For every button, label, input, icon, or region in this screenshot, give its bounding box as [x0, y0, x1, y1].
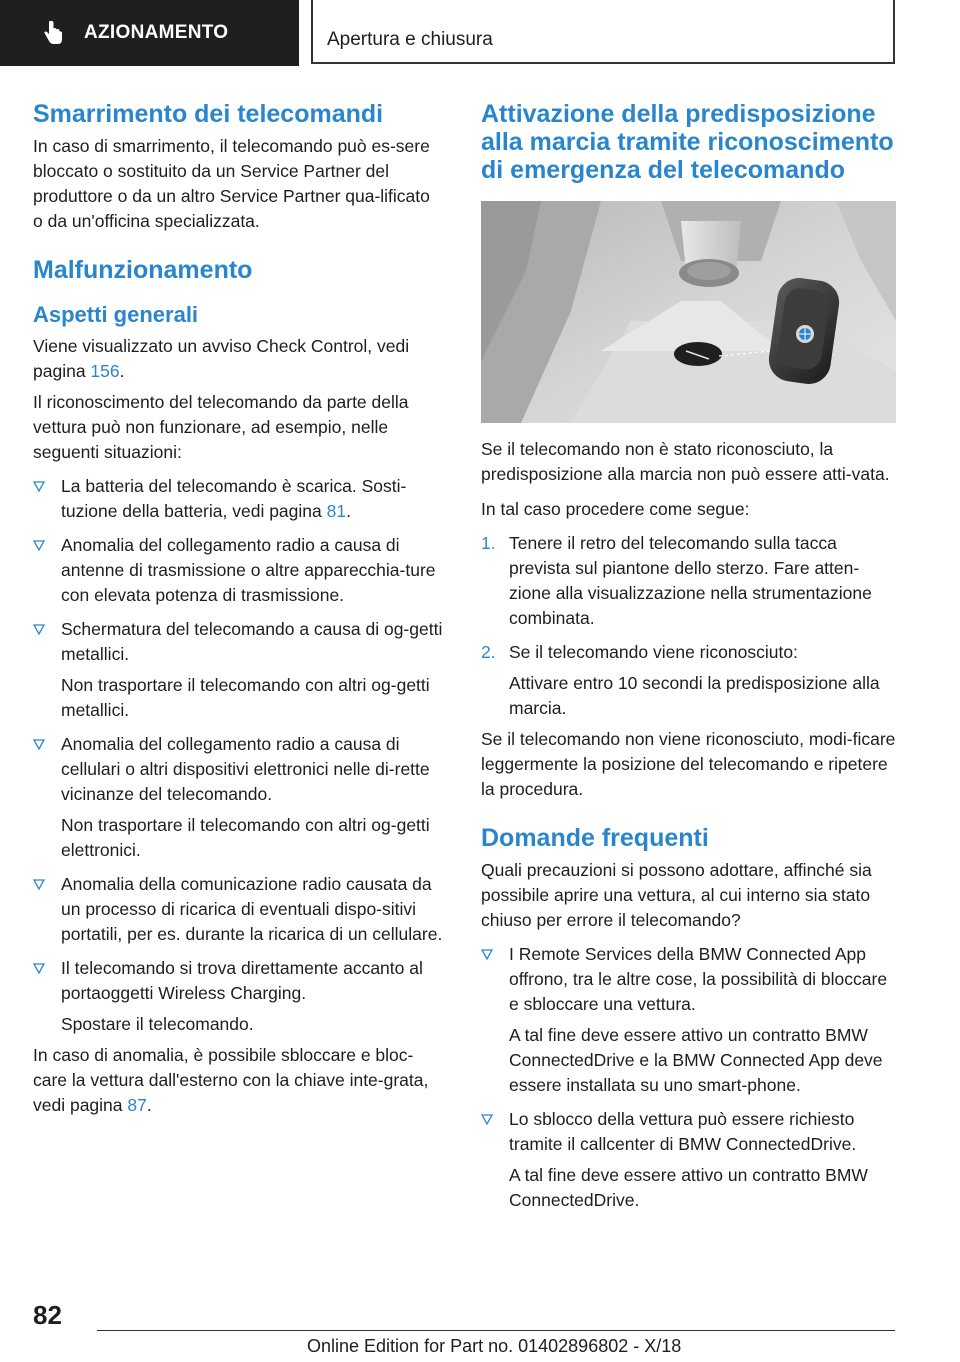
paragraph-integrated-key [33, 1043, 443, 1118]
subsection-title: Apertura e chiusura [327, 29, 493, 50]
step-number: 2. [481, 642, 496, 662]
hand-pointer-icon [40, 20, 66, 46]
list-text [61, 474, 443, 524]
triangle-bullet-icon [481, 1114, 493, 1125]
list-text: Il telecomando si trova direttamente accanto al portaoggetti Wireless Charging. [61, 958, 423, 1003]
footer-edition: Online Edition for Part no. 01402896802 - X/18 [307, 1336, 682, 1356]
faq-list [481, 942, 896, 1213]
list-text: Anomalia della comunicazione radio causata da un processo di ricarica di eventuali dispo-sitivi portatili, per es. durante la ricarica di un cellulare. [61, 874, 443, 944]
heading-emergency-recognition: Attivazione della predisposizione alla marcia tramite riconoscimento di emergenza del telecomando [481, 100, 894, 184]
text-segment: In caso di anomalia, è possibile sbloccare e bloc-care la vettura dall'esterno con la chiave inte-grata, vedi pagina [33, 1045, 429, 1115]
list-text: Lo sblocco della vettura può essere richiesto tramite il callcenter di BMW ConnectedDrive. [509, 1109, 857, 1154]
paragraph-faq-question: Quali precauzioni si possono adottare, affinché sia possibile aprire una vettura, al cui interno sia stato chiuso per errore il telecomando? [481, 860, 872, 930]
triangle-bullet-icon [481, 949, 493, 960]
triangle-bullet-icon [33, 540, 45, 551]
text-segment: La batteria del telecomando è scarica. Sosti-tuzione della batteria, vedi pagina [61, 476, 407, 521]
list-item [481, 531, 896, 631]
list-item [481, 942, 896, 1098]
triangle-bullet-icon [33, 481, 45, 492]
heading-malfunction: Malfunzionamento [33, 256, 253, 284]
subsection-frame [311, 0, 895, 64]
triangle-bullet-icon [33, 963, 45, 974]
paragraph-procedure: In tal caso procedere come segue: [481, 499, 750, 519]
list-item [33, 872, 443, 947]
paragraph-not-recognized: Se il telecomando non è stato riconosciuto, la predisposizione alla marcia non può essere atti-vata. [481, 439, 890, 484]
list-text: I Remote Services della BMW Connected App offrono, tra le altre cose, la possibilità di bloccare e sbloccare una vettura. [509, 944, 888, 1014]
list-text: Tenere il retro del telecomando sulla tacca prevista sul piantone dello sterzo. Fare atten-zione alla visualizzazione nella strumentazione combinata. [509, 533, 872, 628]
list-subtext: Spostare il telecomando. [61, 1014, 254, 1034]
paragraph-retry: Se il telecomando non viene riconosciuto, modi-ficare leggermente la posizione del telecomando e ripetere la procedura. [481, 729, 896, 799]
left-column [33, 100, 443, 1118]
list-subtext: Non trasportare il telecomando con altri og-getti metallici. [61, 675, 430, 720]
list-item [33, 617, 443, 723]
list-text: Se il telecomando viene riconosciuto: [509, 642, 798, 662]
list-item [33, 474, 443, 524]
heading-general: Aspetti generali [33, 302, 199, 327]
list-item [33, 956, 443, 1037]
text-segment: . [119, 361, 125, 381]
section-tab [0, 0, 299, 66]
text-segment: . [346, 501, 351, 521]
paragraph-lost-remotes: In caso di smarrimento, il telecomando può es-sere bloccato o sostituito da un Service Partner del produttore o da un altro Service Partner qua-lificato o da un'officina specializzata. [33, 136, 430, 231]
paragraph-recognition: Il riconoscimento del telecomando da parte della vettura può non funzionare, ad esempio, nelle seguenti situazioni: [33, 392, 409, 462]
procedure-steps [481, 531, 896, 721]
heading-lost-remotes: Smarrimento dei telecomandi [33, 100, 384, 128]
triangle-bullet-icon [33, 739, 45, 750]
step-number: 1. [481, 533, 496, 553]
paragraph-check-control [33, 334, 443, 384]
list-text: Anomalia del collegamento radio a causa di cellulari o altri dispositivi elettronici nelle di-rette vicinanze del telecomando. [61, 734, 430, 804]
list-item [33, 533, 443, 608]
text-segment: Viene visualizzato un avviso Check Control, vedi pagina [33, 336, 410, 381]
list-subtext: A tal fine deve essere attivo un contratto BMW ConnectedDrive. [509, 1165, 868, 1210]
malfunction-list [33, 474, 443, 1037]
page-link-87[interactable]: 87 [127, 1095, 147, 1115]
text-segment: . [146, 1095, 152, 1115]
list-item [33, 732, 443, 863]
right-column [481, 100, 896, 1213]
list-subtext: A tal fine deve essere attivo un contratto BMW ConnectedDrive e la BMW Connected App deve essere installata su uno smart-phone. [509, 1025, 883, 1095]
list-item [481, 640, 896, 721]
footer-divider [97, 1330, 895, 1331]
list-text: Anomalia del collegamento radio a causa di antenne di trasmissione o altre apparecchia-ture con elevata potenza di trasmissione. [61, 535, 436, 605]
list-subtext: Attivare entro 10 secondi la predisposizione alla marcia. [509, 673, 880, 718]
page-link-81[interactable]: 81 [326, 501, 347, 521]
section-title: AZIONAMENTO [84, 22, 229, 43]
list-item [481, 1107, 896, 1213]
page-header [0, 0, 960, 66]
page-number: 82 [33, 1300, 62, 1330]
list-text: Schermatura del telecomando a causa di og-getti metallici. [61, 619, 443, 664]
triangle-bullet-icon [33, 879, 45, 890]
page-link-156[interactable]: 156 [90, 361, 120, 381]
triangle-bullet-icon [33, 624, 45, 635]
list-subtext: Non trasportare il telecomando con altri og-getti elettronici. [61, 815, 430, 860]
heading-faq: Domande frequenti [481, 824, 709, 852]
steering-column-remote-illustration [481, 201, 896, 423]
